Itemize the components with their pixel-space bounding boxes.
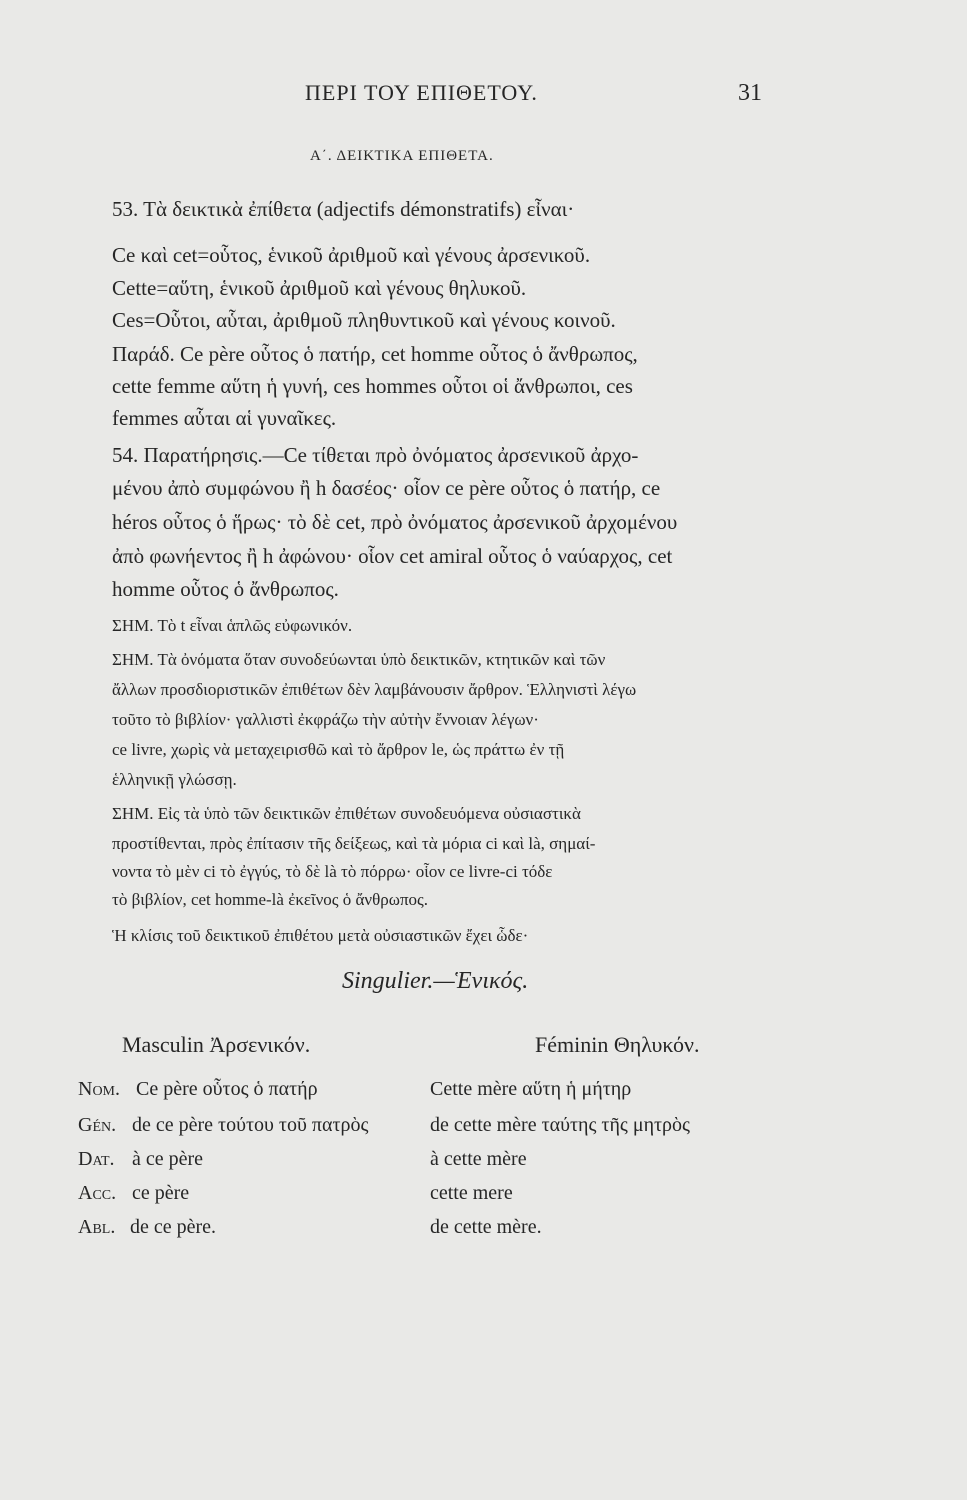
note-line: νοντα τὸ μὲν ci τὸ ἐγγύς, τὸ δὲ là τὸ πόρρω· οἷον ce livre-ci τόδε bbox=[112, 862, 553, 881]
text-line: héros οὗτος ὁ ἥρως· τὸ δὲ cet, πρὸ ὀνόματος ἀρσενικοῦ ἀρχομένου bbox=[112, 510, 678, 534]
text-line: Ce καὶ cet=οὗτος, ἑνικοῦ ἀριθμοῦ καὶ γένους ἀρσενικοῦ. bbox=[112, 243, 591, 267]
masculine-form: à ce père bbox=[132, 1148, 204, 1170]
text-line: ἀπὸ φωνήεντος ἢ h ἀφώνου· οἷον cet amiral οὗτος ὁ ναύαρχος, cet bbox=[112, 544, 673, 568]
masculine-form: de ce père τούτου τοῦ πατρὸς bbox=[132, 1114, 369, 1136]
note-line: ce livre, χωρὶς νὰ μεταχειρισθῶ καὶ τὸ ἄρθρον le, ὡς πράττω ἐν τῇ bbox=[112, 740, 565, 759]
case-label: Nom. bbox=[78, 1078, 121, 1100]
masculine-form: de ce père. bbox=[130, 1216, 217, 1238]
feminine-form: de cette mère ταύτης τῆς μητρὸς bbox=[430, 1114, 690, 1136]
feminine-form: de cette mère. bbox=[430, 1216, 542, 1238]
feminine-form: cette mere bbox=[430, 1182, 513, 1204]
text-line: femmes αὗται αἱ γυναῖκες. bbox=[112, 406, 337, 430]
note-line: ἄλλων προσδιοριστικῶν ἐπιθέτων δὲν λαμβάνουσιν ἄρθρον. Ἑλληνιστὶ λέγω bbox=[112, 680, 637, 699]
case-label: Acc. bbox=[78, 1182, 117, 1204]
text-line: homme οὗτος ὁ ἄνθρωπος. bbox=[112, 577, 339, 601]
note-line: ΣΗΜ. Τὸ t εἶναι ἁπλῶς εὐφωνικόν. bbox=[112, 616, 353, 635]
case-label: Gén. bbox=[78, 1114, 117, 1136]
text-line: cette femme αὕτη ἡ γυνή, ces hommes οὗτοι οἱ ἄνθρωποι, ces bbox=[112, 374, 633, 398]
note-line: τὸ βιβλίον, cet homme-là ἐκεῖνος ὁ ἄνθρωπος. bbox=[112, 890, 429, 909]
note-line: ΣΗΜ. Τὰ ὀνόματα ὅταν συνοδεύωνται ὑπὸ δεικτικῶν, κτητικῶν καὶ τῶν bbox=[112, 650, 606, 669]
page-number: 31 bbox=[738, 80, 762, 106]
feminine-heading: Féminin Θηλυκόν. bbox=[535, 1032, 700, 1057]
masculine-form: Ce père οὗτος ὁ πατήρ bbox=[136, 1078, 318, 1100]
text-line: Ces=Οὗτοι, αὗται, ἀριθμοῦ πληθυντικοῦ καὶ γένους κοινοῦ. bbox=[112, 308, 616, 332]
text-line: 53. Τὰ δεικτικὰ ἐπίθετα (adjectifs démonstratifs) εἶναι· bbox=[112, 197, 575, 221]
text-line: μένου ἀπὸ συμφώνου ἢ h δασέος· οἷον ce père οὗτος ὁ πατήρ, ce bbox=[112, 476, 661, 500]
note-line: Ἡ κλίσις τοῦ δεικτικοῦ ἐπιθέτου μετὰ οὐσιαστικῶν ἔχει ὧδε· bbox=[112, 926, 529, 945]
masculine-form: ce père bbox=[132, 1182, 190, 1204]
note-line: προστίθενται, πρὸς ἐπίτασιν τῆς δείξεως, καὶ τὰ μόρια ci καὶ là, σημαί- bbox=[112, 834, 596, 853]
text-line: 54. Παρατήρησις.—Ce τίθεται πρὸ ὀνόματος ἀρσενικοῦ ἀρχο- bbox=[112, 443, 639, 467]
declension-heading: Singulier.—Ἑνικός. bbox=[342, 968, 529, 994]
case-label: Abl. bbox=[78, 1216, 116, 1238]
feminine-form: à cette mère bbox=[430, 1148, 527, 1170]
text-line: Cette=αὕτη, ἑνικοῦ ἀριθμοῦ καὶ γένους θηλυκοῦ. bbox=[112, 276, 527, 300]
section-title: Α΄. ΔΕΙΚΤΙΚΑ ΕΠΙΘΕΤΑ. bbox=[310, 148, 494, 164]
masculine-heading: Masculin Ἀρσενικόν. bbox=[122, 1032, 311, 1057]
text-line: Παράδ. Ce père οὗτος ὁ πατήρ, cet homme οὗτος ὁ ἄνθρωπος, bbox=[112, 342, 638, 366]
note-line: τοῦτο τὸ βιβλίον· γαλλιστὶ ἐκφράζω τὴν αὐτὴν ἔννοιαν λέγων· bbox=[112, 710, 539, 729]
running-header: ΠΕΡΙ ΤΟΥ ΕΠΙΘΕΤΟΥ. bbox=[305, 80, 538, 105]
feminine-form: Cette mère αὕτη ἡ μήτηρ bbox=[430, 1078, 632, 1100]
note-line: ΣΗΜ. Εἰς τὰ ὑπὸ τῶν δεικτικῶν ἐπιθέτων συνοδευόμενα οὐσιαστικὰ bbox=[112, 804, 581, 823]
note-line: ἑλληνικῇ γλώσσῃ. bbox=[112, 770, 237, 789]
case-label: Dat. bbox=[78, 1148, 115, 1170]
